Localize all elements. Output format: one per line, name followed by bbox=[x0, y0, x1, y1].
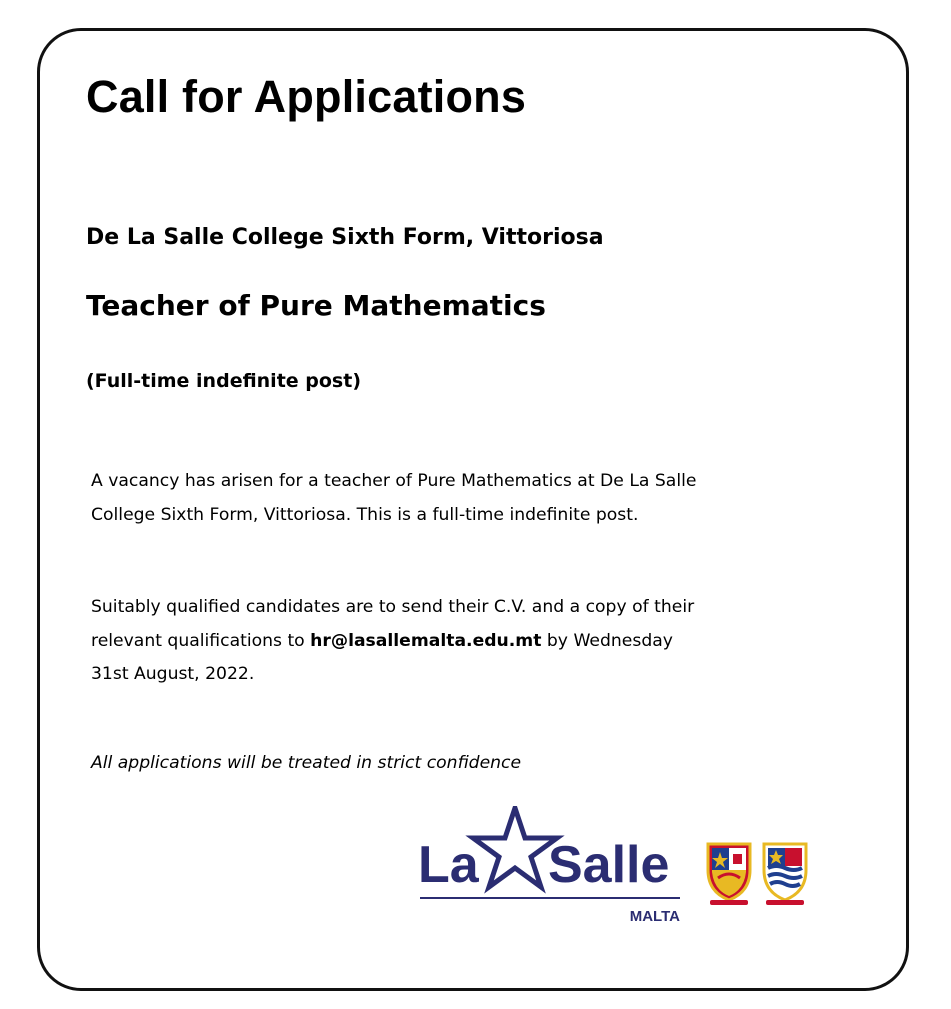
email-address[interactable]: hr@lasallemalta.edu.mt bbox=[310, 630, 542, 651]
college-name: De La Salle College Sixth Form, Vittoriosa bbox=[86, 225, 604, 250]
star-icon bbox=[473, 808, 557, 887]
confidentiality-note: All applications will be treated in strict confidence bbox=[91, 753, 522, 773]
application-deadline: 31st August, 2022. bbox=[91, 664, 255, 684]
crest-left-icon bbox=[708, 844, 750, 905]
lasalle-malta-logo bbox=[418, 806, 818, 930]
vacancy-line-1: A vacancy has arisen for a teacher of Pure Mathematics at De La Salle bbox=[91, 471, 697, 491]
position-title: Teacher of Pure Mathematics bbox=[86, 289, 546, 322]
logo-text-salle: Salle bbox=[548, 836, 670, 894]
crest-right-icon bbox=[764, 844, 806, 905]
application-line-1: Suitably qualified candidates are to send their C.V. and a copy of their bbox=[91, 597, 695, 617]
application-paragraph bbox=[91, 591, 811, 692]
vacancy-line-2: College Sixth Form, Vittoriosa. This is a full-time indefinite post. bbox=[91, 504, 639, 525]
application-line-2-end: by Wednesday bbox=[541, 630, 673, 651]
page-title: Call for Applications bbox=[86, 71, 527, 122]
logo-text-la: La bbox=[418, 836, 479, 894]
post-type: (Full-time indefinite post) bbox=[86, 370, 362, 392]
application-line-2-start: relevant qualifications to bbox=[91, 630, 311, 651]
vacancy-paragraph bbox=[91, 465, 811, 532]
logo-subtitle: MALTA bbox=[629, 908, 680, 925]
